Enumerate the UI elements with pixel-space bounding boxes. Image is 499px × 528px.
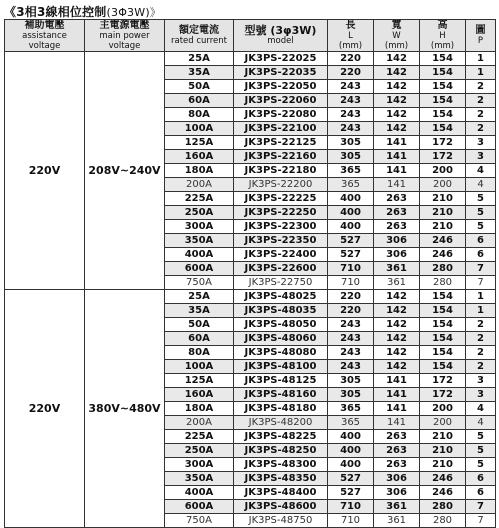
length-cell: 400 <box>328 444 374 458</box>
length-cell: 400 <box>328 192 374 206</box>
figure-cell: 5 <box>466 206 496 220</box>
main-voltage-cell: 380V~480V <box>85 290 165 528</box>
rated-current-cell: 50A <box>165 80 234 94</box>
figure-cell: 7 <box>466 262 496 276</box>
figure-cell: 4 <box>466 416 496 430</box>
width-cell: 263 <box>374 220 420 234</box>
height-cell: 154 <box>420 122 466 136</box>
model-cell: JK3PS-48080 <box>234 346 328 360</box>
header-main-en1: main power <box>99 30 150 41</box>
rated-current-cell: 35A <box>165 304 234 318</box>
height-cell: 154 <box>420 304 466 318</box>
figure-cell: 6 <box>466 234 496 248</box>
rated-current-cell: 400A <box>165 486 234 500</box>
figure-cell: 3 <box>466 136 496 150</box>
rated-current-cell: 100A <box>165 360 234 374</box>
length-cell: 243 <box>328 80 374 94</box>
figure-cell: 2 <box>466 94 496 108</box>
rated-current-cell: 300A <box>165 458 234 472</box>
figure-cell: 7 <box>466 514 496 528</box>
header-main-en2: voltage <box>108 40 141 51</box>
model-cell: JK3PS-48050 <box>234 318 328 332</box>
height-cell: 210 <box>420 444 466 458</box>
rated-current-cell: 50A <box>165 318 234 332</box>
rated-current-cell: 225A <box>165 192 234 206</box>
width-cell: 306 <box>374 486 420 500</box>
model-cell: JK3PS-22600 <box>234 262 328 276</box>
height-cell: 200 <box>420 178 466 192</box>
height-cell: 172 <box>420 388 466 402</box>
model-cell: JK3PS-48250 <box>234 444 328 458</box>
figure-cell: 2 <box>466 80 496 94</box>
header-assist-zh: 補助電壓 <box>24 19 65 31</box>
length-cell: 527 <box>328 248 374 262</box>
length-cell: 305 <box>328 150 374 164</box>
model-cell: JK3PS-22400 <box>234 248 328 262</box>
model-cell: JK3PS-22025 <box>234 52 328 66</box>
height-cell: 154 <box>420 332 466 346</box>
rated-current-cell: 160A <box>165 150 234 164</box>
model-cell: JK3PS-48060 <box>234 332 328 346</box>
header-assist-en1: assistance <box>22 30 67 41</box>
model-cell: JK3PS-22200 <box>234 178 328 192</box>
model-cell: JK3PS-48025 <box>234 290 328 304</box>
height-cell: 154 <box>420 290 466 304</box>
figure-cell: 2 <box>466 318 496 332</box>
length-cell: 400 <box>328 206 374 220</box>
width-cell: 141 <box>374 374 420 388</box>
rated-current-cell: 180A <box>165 402 234 416</box>
figure-cell: 2 <box>466 122 496 136</box>
figure-cell: 3 <box>466 374 496 388</box>
length-cell: 710 <box>328 262 374 276</box>
model-cell: JK3PS-48400 <box>234 486 328 500</box>
height-cell: 154 <box>420 346 466 360</box>
model-cell: JK3PS-22750 <box>234 276 328 290</box>
length-cell: 527 <box>328 472 374 486</box>
height-cell: 154 <box>420 94 466 108</box>
main-voltage-cell: 208V~240V <box>85 52 165 290</box>
model-cell: JK3PS-22100 <box>234 122 328 136</box>
header-length-unit: (mm) <box>338 40 363 51</box>
length-cell: 400 <box>328 458 374 472</box>
height-cell: 210 <box>420 458 466 472</box>
rated-current-cell: 125A <box>165 136 234 150</box>
length-cell: 243 <box>328 346 374 360</box>
height-cell: 172 <box>420 374 466 388</box>
width-cell: 361 <box>374 262 420 276</box>
height-cell: 246 <box>420 234 466 248</box>
height-cell: 210 <box>420 430 466 444</box>
width-cell: 306 <box>374 248 420 262</box>
header-figure-zh: 圖 <box>475 24 486 36</box>
model-cell: JK3PS-48300 <box>234 458 328 472</box>
length-cell: 243 <box>328 122 374 136</box>
figure-cell: 2 <box>466 346 496 360</box>
rated-current-cell: 400A <box>165 248 234 262</box>
width-cell: 142 <box>374 290 420 304</box>
title-main: 《3相3線相位控制 <box>4 5 107 19</box>
rated-current-cell: 300A <box>165 220 234 234</box>
figure-cell: 1 <box>466 290 496 304</box>
model-cell: JK3PS-48225 <box>234 430 328 444</box>
figure-cell: 3 <box>466 388 496 402</box>
spec-table <box>4 19 496 528</box>
height-cell: 154 <box>420 66 466 80</box>
model-cell: JK3PS-22060 <box>234 94 328 108</box>
figure-cell: 6 <box>466 486 496 500</box>
header-model-zh: 型號 <box>244 23 267 37</box>
model-cell: JK3PS-48100 <box>234 360 328 374</box>
width-cell: 141 <box>374 178 420 192</box>
figure-cell: 1 <box>466 304 496 318</box>
header-width-sym: W <box>392 30 401 41</box>
header-main-zh: 主電源電壓 <box>99 19 150 31</box>
width-cell: 263 <box>374 458 420 472</box>
height-cell: 210 <box>420 192 466 206</box>
width-cell: 361 <box>374 500 420 514</box>
width-cell: 263 <box>374 430 420 444</box>
model-cell: JK3PS-48180 <box>234 402 328 416</box>
header-length <box>328 20 374 52</box>
length-cell: 365 <box>328 178 374 192</box>
length-cell: 220 <box>328 52 374 66</box>
figure-cell: 5 <box>466 192 496 206</box>
height-cell: 210 <box>420 206 466 220</box>
width-cell: 361 <box>374 514 420 528</box>
spec-table-body <box>5 52 496 528</box>
figure-cell: 2 <box>466 108 496 122</box>
length-cell: 365 <box>328 402 374 416</box>
length-cell: 710 <box>328 500 374 514</box>
rated-current-cell: 750A <box>165 514 234 528</box>
height-cell: 200 <box>420 164 466 178</box>
rated-current-cell: 25A <box>165 52 234 66</box>
width-cell: 142 <box>374 304 420 318</box>
header-length-zh: 長 <box>345 19 356 31</box>
model-cell: JK3PS-22080 <box>234 108 328 122</box>
assist-voltage-cell: 220V <box>5 290 85 528</box>
width-cell: 142 <box>374 66 420 80</box>
width-cell: 142 <box>374 80 420 94</box>
rated-current-cell: 80A <box>165 346 234 360</box>
length-cell: 220 <box>328 304 374 318</box>
header-model-en: model <box>267 35 294 46</box>
figure-cell: 6 <box>466 248 496 262</box>
rated-current-cell: 350A <box>165 234 234 248</box>
rated-current-cell: 160A <box>165 388 234 402</box>
height-cell: 154 <box>420 108 466 122</box>
rated-current-cell: 250A <box>165 444 234 458</box>
header-model <box>234 20 328 52</box>
rated-current-cell: 60A <box>165 94 234 108</box>
header-row <box>5 20 496 52</box>
header-assist-voltage <box>5 20 85 52</box>
length-cell: 220 <box>328 66 374 80</box>
rated-current-cell: 350A <box>165 472 234 486</box>
figure-cell: 4 <box>466 402 496 416</box>
height-cell: 246 <box>420 472 466 486</box>
rated-current-cell: 200A <box>165 178 234 192</box>
header-rated-zh: 額定電流 <box>179 24 219 36</box>
figure-cell: 1 <box>466 52 496 66</box>
length-cell: 243 <box>328 108 374 122</box>
header-width <box>374 20 420 52</box>
length-cell: 527 <box>328 486 374 500</box>
header-rated-current <box>165 20 234 52</box>
table-row <box>5 290 496 304</box>
header-length-sym: L <box>348 30 353 41</box>
height-cell: 154 <box>420 360 466 374</box>
height-cell: 280 <box>420 500 466 514</box>
header-height-sym: H <box>439 30 446 41</box>
figure-cell: 5 <box>466 444 496 458</box>
width-cell: 141 <box>374 416 420 430</box>
width-cell: 306 <box>374 472 420 486</box>
figure-cell: 7 <box>466 276 496 290</box>
height-cell: 246 <box>420 248 466 262</box>
length-cell: 710 <box>328 276 374 290</box>
length-cell: 365 <box>328 416 374 430</box>
rated-current-cell: 80A <box>165 108 234 122</box>
header-height-zh: 高 <box>437 19 448 31</box>
model-cell: JK3PS-48035 <box>234 304 328 318</box>
figure-cell: 4 <box>466 178 496 192</box>
width-cell: 142 <box>374 360 420 374</box>
height-cell: 172 <box>420 136 466 150</box>
length-cell: 710 <box>328 514 374 528</box>
model-cell: JK3PS-48750 <box>234 514 328 528</box>
model-cell: JK3PS-48125 <box>234 374 328 388</box>
width-cell: 142 <box>374 332 420 346</box>
width-cell: 141 <box>374 136 420 150</box>
model-cell: JK3PS-22035 <box>234 66 328 80</box>
length-cell: 243 <box>328 332 374 346</box>
assist-voltage-cell: 220V <box>5 52 85 290</box>
length-cell: 305 <box>328 374 374 388</box>
figure-cell: 6 <box>466 472 496 486</box>
width-cell: 361 <box>374 276 420 290</box>
rated-current-cell: 750A <box>165 276 234 290</box>
height-cell: 200 <box>420 416 466 430</box>
model-cell: JK3PS-22250 <box>234 206 328 220</box>
height-cell: 154 <box>420 318 466 332</box>
width-cell: 142 <box>374 94 420 108</box>
model-cell: JK3PS-48200 <box>234 416 328 430</box>
header-figure-sym: P <box>477 35 484 46</box>
figure-cell: 5 <box>466 458 496 472</box>
header-height <box>420 20 466 52</box>
width-cell: 263 <box>374 444 420 458</box>
height-cell: 246 <box>420 486 466 500</box>
header-width-zh: 寬 <box>391 19 402 31</box>
header-main-voltage <box>85 20 165 52</box>
width-cell: 142 <box>374 346 420 360</box>
header-width-unit: (mm) <box>384 40 409 51</box>
width-cell: 263 <box>374 192 420 206</box>
rated-current-cell: 225A <box>165 430 234 444</box>
width-cell: 306 <box>374 234 420 248</box>
height-cell: 210 <box>420 220 466 234</box>
rated-current-cell: 25A <box>165 290 234 304</box>
length-cell: 305 <box>328 388 374 402</box>
width-cell: 141 <box>374 150 420 164</box>
rated-current-cell: 250A <box>165 206 234 220</box>
rated-current-cell: 600A <box>165 262 234 276</box>
model-cell: JK3PS-22125 <box>234 136 328 150</box>
model-cell: JK3PS-22300 <box>234 220 328 234</box>
length-cell: 220 <box>328 290 374 304</box>
figure-cell: 5 <box>466 220 496 234</box>
rated-current-cell: 600A <box>165 500 234 514</box>
figure-cell: 2 <box>466 332 496 346</box>
width-cell: 142 <box>374 108 420 122</box>
header-assist-en2: voltage <box>28 40 61 51</box>
model-cell: JK3PS-48600 <box>234 500 328 514</box>
width-cell: 142 <box>374 318 420 332</box>
length-cell: 400 <box>328 220 374 234</box>
width-cell: 141 <box>374 388 420 402</box>
model-cell: JK3PS-22225 <box>234 192 328 206</box>
rated-current-cell: 125A <box>165 374 234 388</box>
height-cell: 280 <box>420 276 466 290</box>
figure-cell: 2 <box>466 360 496 374</box>
width-cell: 141 <box>374 402 420 416</box>
header-figure <box>466 20 496 52</box>
figure-cell: 7 <box>466 500 496 514</box>
figure-cell: 3 <box>466 150 496 164</box>
height-cell: 154 <box>420 52 466 66</box>
length-cell: 305 <box>328 136 374 150</box>
rated-current-cell: 100A <box>165 122 234 136</box>
figure-cell: 5 <box>466 430 496 444</box>
model-cell: JK3PS-48160 <box>234 388 328 402</box>
rated-current-cell: 35A <box>165 66 234 80</box>
rated-current-cell: 60A <box>165 332 234 346</box>
model-cell: JK3PS-22180 <box>234 164 328 178</box>
length-cell: 400 <box>328 430 374 444</box>
width-cell: 263 <box>374 206 420 220</box>
header-model-phase: (3φ3W) <box>270 23 317 37</box>
height-cell: 172 <box>420 150 466 164</box>
width-cell: 142 <box>374 122 420 136</box>
header-rated-en: rated current <box>170 35 228 46</box>
length-cell: 243 <box>328 94 374 108</box>
height-cell: 280 <box>420 514 466 528</box>
model-cell: JK3PS-48350 <box>234 472 328 486</box>
width-cell: 141 <box>374 164 420 178</box>
length-cell: 243 <box>328 318 374 332</box>
model-cell: JK3PS-22160 <box>234 150 328 164</box>
figure-cell: 4 <box>466 164 496 178</box>
height-cell: 200 <box>420 402 466 416</box>
height-cell: 280 <box>420 262 466 276</box>
width-cell: 142 <box>374 52 420 66</box>
page-title <box>4 3 161 19</box>
rated-current-cell: 200A <box>165 416 234 430</box>
header-height-unit: (mm) <box>430 40 455 51</box>
table-row <box>5 52 496 66</box>
length-cell: 527 <box>328 234 374 248</box>
figure-cell: 1 <box>466 66 496 80</box>
model-cell: JK3PS-22050 <box>234 80 328 94</box>
title-suffix: (3Φ3W)》 <box>106 6 162 19</box>
length-cell: 365 <box>328 164 374 178</box>
length-cell: 243 <box>328 360 374 374</box>
height-cell: 154 <box>420 80 466 94</box>
model-cell: JK3PS-22350 <box>234 234 328 248</box>
rated-current-cell: 180A <box>165 164 234 178</box>
